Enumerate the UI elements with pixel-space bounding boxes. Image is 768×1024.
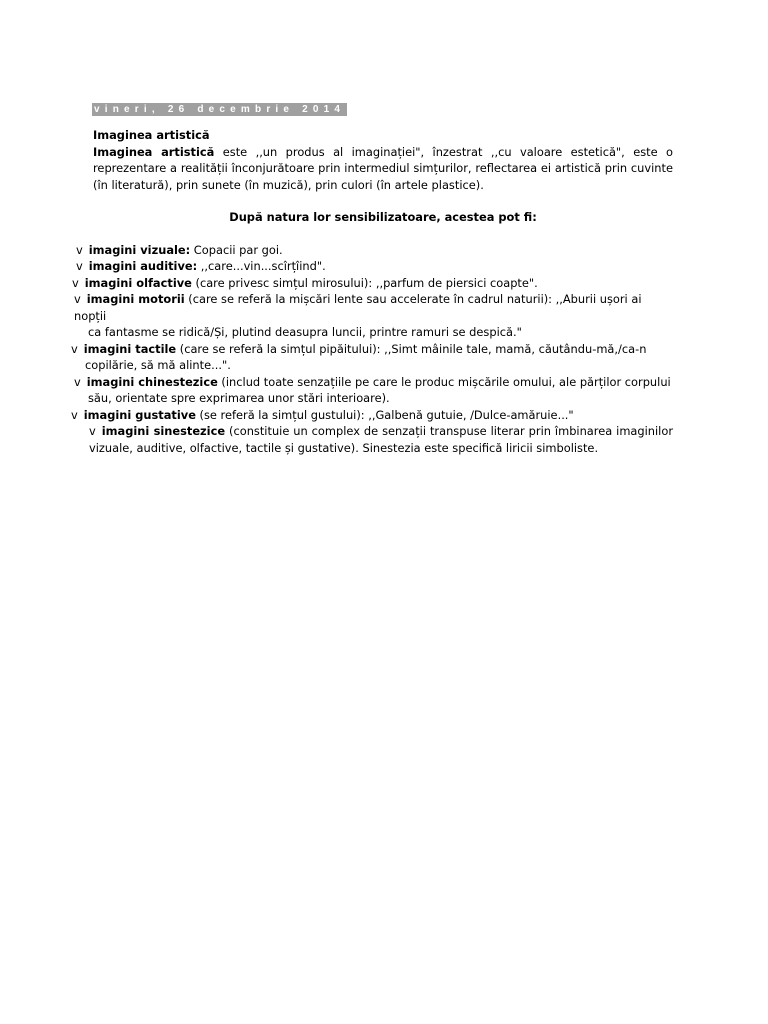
list-item <box>89 423 673 456</box>
intro-paragraph <box>93 144 673 194</box>
bullet-icon: v <box>71 407 78 422</box>
item-name: imagini auditive: <box>88 259 198 273</box>
list-item <box>74 374 673 407</box>
item-continuation: său, orientate spre exprimarea unor stări interioare). <box>88 391 390 405</box>
item-text: ,,care...vin...scîrțîind". <box>197 259 326 273</box>
item-name: imagini sinestezice <box>101 424 226 438</box>
post-date: vineri, 26 decembrie 2014 <box>94 104 346 115</box>
item-text: (se referă la simțul gustului): ,,Galbenă gutuie, /Dulce-amăruie..." <box>195 407 574 422</box>
bullet-icon: v <box>76 259 83 273</box>
list-item <box>71 407 673 424</box>
intro-lead: Imaginea artistică <box>93 144 215 159</box>
item-text: (constituie un complex de senzații transpuse literar prin îmbinarea imaginilor vizuale, auditive, olfactive, tactile și gustative). Sinestezia este specifică liricii simboliste. <box>89 424 673 455</box>
item-continuation: ca fantasme se ridică/Și, plutind deasupra luncii, printre ramuri se despică." <box>88 325 522 339</box>
item-name: imagini chinestezice <box>86 374 218 389</box>
item-text: (care privesc simțul mirosului): ,,parfum de piersici coapte". <box>191 275 538 290</box>
item-text: (care se referă la mișcări lente sau accelerate în cadrul naturii): ,,Aburii ușori ai nopții <box>74 292 642 323</box>
image-types-list <box>71 242 673 457</box>
item-name: imagini motorii <box>86 292 185 306</box>
item-text: (includ toate senzațiile pe care le produc mișcările omului, ale părților corpului <box>217 374 671 389</box>
item-name: imagini tactile <box>83 341 177 356</box>
bullet-icon: v <box>89 424 96 438</box>
item-continuation: copilărie, să mă alinte...". <box>85 358 231 372</box>
bullet-icon: v <box>72 275 79 290</box>
bullet-icon: v <box>74 292 81 306</box>
bullet-icon: v <box>74 374 81 389</box>
item-name: imagini olfactive <box>84 275 192 290</box>
article-title: Imaginea artistică <box>93 128 210 142</box>
list-item <box>74 291 673 341</box>
item-text: (care se referă la simțul pipăitului): ,,Simt mâinile tale, mamă, căutându-mă,/ca-n <box>176 341 647 356</box>
item-name: imagini vizuale: <box>88 242 191 257</box>
bullet-icon: v <box>76 242 83 257</box>
list-item <box>72 275 673 292</box>
item-text: Copacii par goi. <box>190 242 283 257</box>
list-item <box>76 242 673 259</box>
section-subheading: După natura lor sensibilizatoare, acestea pot fi: <box>229 210 537 224</box>
list-item <box>71 341 673 374</box>
item-name: imagini gustative <box>83 407 196 422</box>
intro-text: este ,,un produs al imaginației", înzestrat ,,cu valoare estetică", este o reprezentare a realității înconjurătoare prin intermediul simțurilor, reflectarea ei artistică prin cuvinte (în literatură), prin sunete (în muzică), prin culori (în artele plastice). <box>93 144 673 192</box>
bullet-icon: v <box>71 341 78 356</box>
article-body <box>71 127 673 456</box>
list-item <box>76 258 673 275</box>
